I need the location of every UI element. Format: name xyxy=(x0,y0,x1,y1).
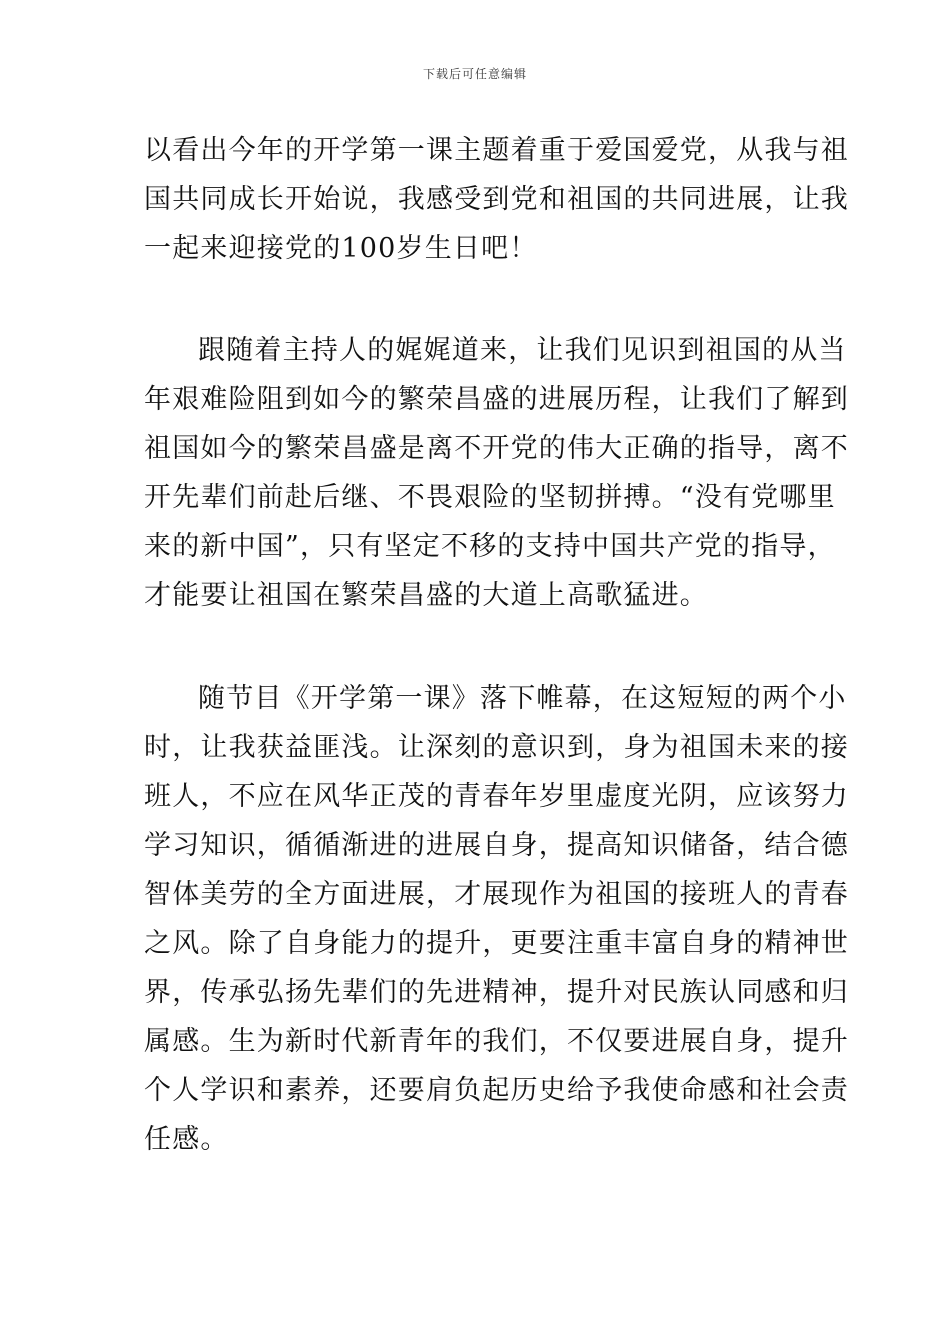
paragraph-line: 界，传承弘扬先辈们的先进精神，提升对民族认同感和归 xyxy=(144,977,849,1008)
paragraph-line: 一起来迎接党的100岁生日吧！ xyxy=(144,233,538,264)
paragraph-2 xyxy=(144,326,849,620)
paragraph-line: 属感。生为新时代新青年的我们，不仅要进展自身，提升 xyxy=(144,1026,849,1057)
paragraph-line: 时，让我获益匪浅。让深刻的意识到，身为祖国未来的接 xyxy=(144,732,849,763)
paragraph-line: 才能要让祖国在繁荣昌盛的大道上高歌猛进。 xyxy=(144,580,708,611)
paragraph-line: 祖国如今的繁荣昌盛是离不开党的伟大正确的指导，离不 xyxy=(144,433,849,464)
paragraph-line: 以看出今年的开学第一课主题着重于爱国爱党，从我与祖 xyxy=(144,135,849,166)
paragraph-line: 学习知识，循循渐进的进展自身，提高知识储备，结合德 xyxy=(144,830,849,861)
paragraph-line: 国共同成长开始说，我感受到党和祖国的共同进展，让我 xyxy=(144,184,849,215)
paragraph-line: 个人学识和素养，还要肩负起历史给予我使命感和社会责 xyxy=(144,1075,849,1106)
paragraph-3 xyxy=(144,674,849,1164)
paragraph-line: 班人，不应在风华正茂的青春年岁里虚度光阴，应该努力 xyxy=(144,781,849,812)
paragraph-line: 年艰难险阻到如今的繁荣昌盛的进展历程，让我们了解到 xyxy=(144,384,849,415)
paragraph-line: 来的新中国”，只有坚定不移的支持中国共产党的指导， xyxy=(144,531,836,562)
paragraph-line: 之风。除了自身能力的提升，更要注重丰富自身的精神世 xyxy=(144,928,849,959)
paragraph-1 xyxy=(144,126,849,273)
paragraph-line: 随节目《开学第一课》落下帷幕，在这短短的两个小 xyxy=(198,683,847,714)
page-header-note: 下载后可任意编辑 xyxy=(422,67,527,81)
paragraph-line: 任感。 xyxy=(144,1124,229,1155)
paragraph-line: 开先辈们前赴后继、不畏艰险的坚韧拼搏。“没有党哪里 xyxy=(144,482,836,513)
paragraph-line: 跟随着主持人的娓娓道来，让我们见识到祖国的从当 xyxy=(198,335,847,366)
paragraph-line: 智体美劳的全方面进展，才展现作为祖国的接班人的青春 xyxy=(144,879,849,910)
